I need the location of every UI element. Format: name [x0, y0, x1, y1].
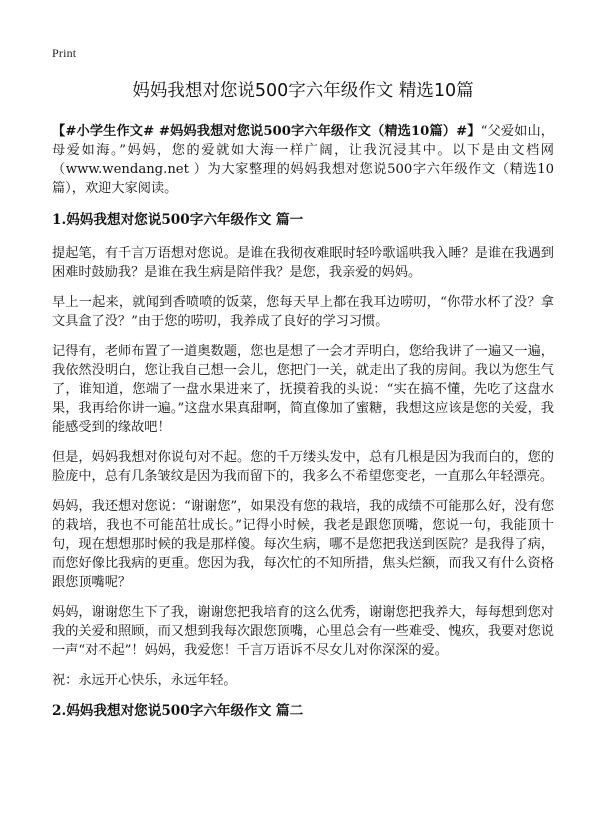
intro-tag: 【#小学生作文# #妈妈我想对您说500字六年级作文（精选10篇）#】: [52, 124, 481, 139]
paragraph: 记得有，老师布置了一道奥数题，您也是想了一会才弄明白，您给我讲了一遍又一遍，我依然没明白，您让我自己想一会儿，您把门一关，就走出了我的房间。我以为您生气了，谁知道，您端了一盘水果进来了，抚摸着我的头说：“实在搞不懂，先吃了这盘水果，我再给你讲一遍。”这盘水果真甜啊，简直像加了蜜糖，我想这应该是您的关爱，我能感受到的缘故吧！: [52, 344, 554, 435]
intro-text: “父爱如山，母爱如海。”妈妈，您的爱就如大海一样广阔，让我沉浸其中。以下是由文档网（www.wendang.net ）为大家整理的妈妈我想对您说500字六年级作文（精选10篇），欢迎大家阅读。: [52, 124, 554, 196]
intro-paragraph: [52, 122, 554, 198]
section-heading-1: 1.妈妈我想对您说500字六年级作文 篇一: [52, 212, 304, 228]
paragraph: 但是，妈妈我想对你说句对不起。您的千万缕头发中，总有几根是因为我而白的，您的脸庞中，总有几条皱纹是因为我而留下的，我多么不希望您变老，一直那么年轻漂亮。: [52, 450, 554, 484]
print-label: Print: [52, 46, 77, 60]
section-heading-2: 2.妈妈我想对您说500字六年级作文 篇二: [52, 703, 304, 719]
document-body: [52, 122, 554, 735]
paragraph: 早上一起来，就闻到香喷喷的饭菜，您每天早上都在我耳边唠叨，“你带水杯了没？拿文具盒了没？”由于您的唠叨，我养成了良好的学习习惯。: [52, 295, 554, 329]
page-title: 妈妈我想对您说500字六年级作文 精选10篇: [132, 81, 474, 101]
paragraph: 妈妈，谢谢您生下了我，谢谢您把我培育的这么优秀，谢谢您把我养大，每每想到您对我的关爱和照顾，而又想到我每次跟您顶嘴，心里总会有一些难受、愧疚，我要对您说一声“对不起”！妈妈，我爱您！千言万语诉不尽女儿对你深深的爱。: [52, 605, 554, 658]
paragraph: 妈妈，我还想对您说：“谢谢您”，如果没有您的栽培，我的成绩不可能那么好，没有您的栽培，我也不可能茁壮成长。”记得小时候，我老是跟您顶嘴，您说一句，我能顶十句，现在想想那时候的我是那样傻。每次生病，哪不是您把我送到医院？是我得了病，而您好像比我病的更重。您因为我，每次忙的不知所措，焦头烂额，而我又有什么资格跟您顶嘴呢？: [52, 499, 554, 590]
paragraph: 提起笔，有千言万语想对您说。是谁在我彻夜难眠时轻吟歌谣哄我入睡？是谁在我遇到困难时鼓励我？是谁在我生病是陪伴我？是您，我亲爱的妈妈。: [52, 246, 554, 280]
paragraph: 祝：永远开心快乐，永远年轻。: [52, 673, 237, 688]
